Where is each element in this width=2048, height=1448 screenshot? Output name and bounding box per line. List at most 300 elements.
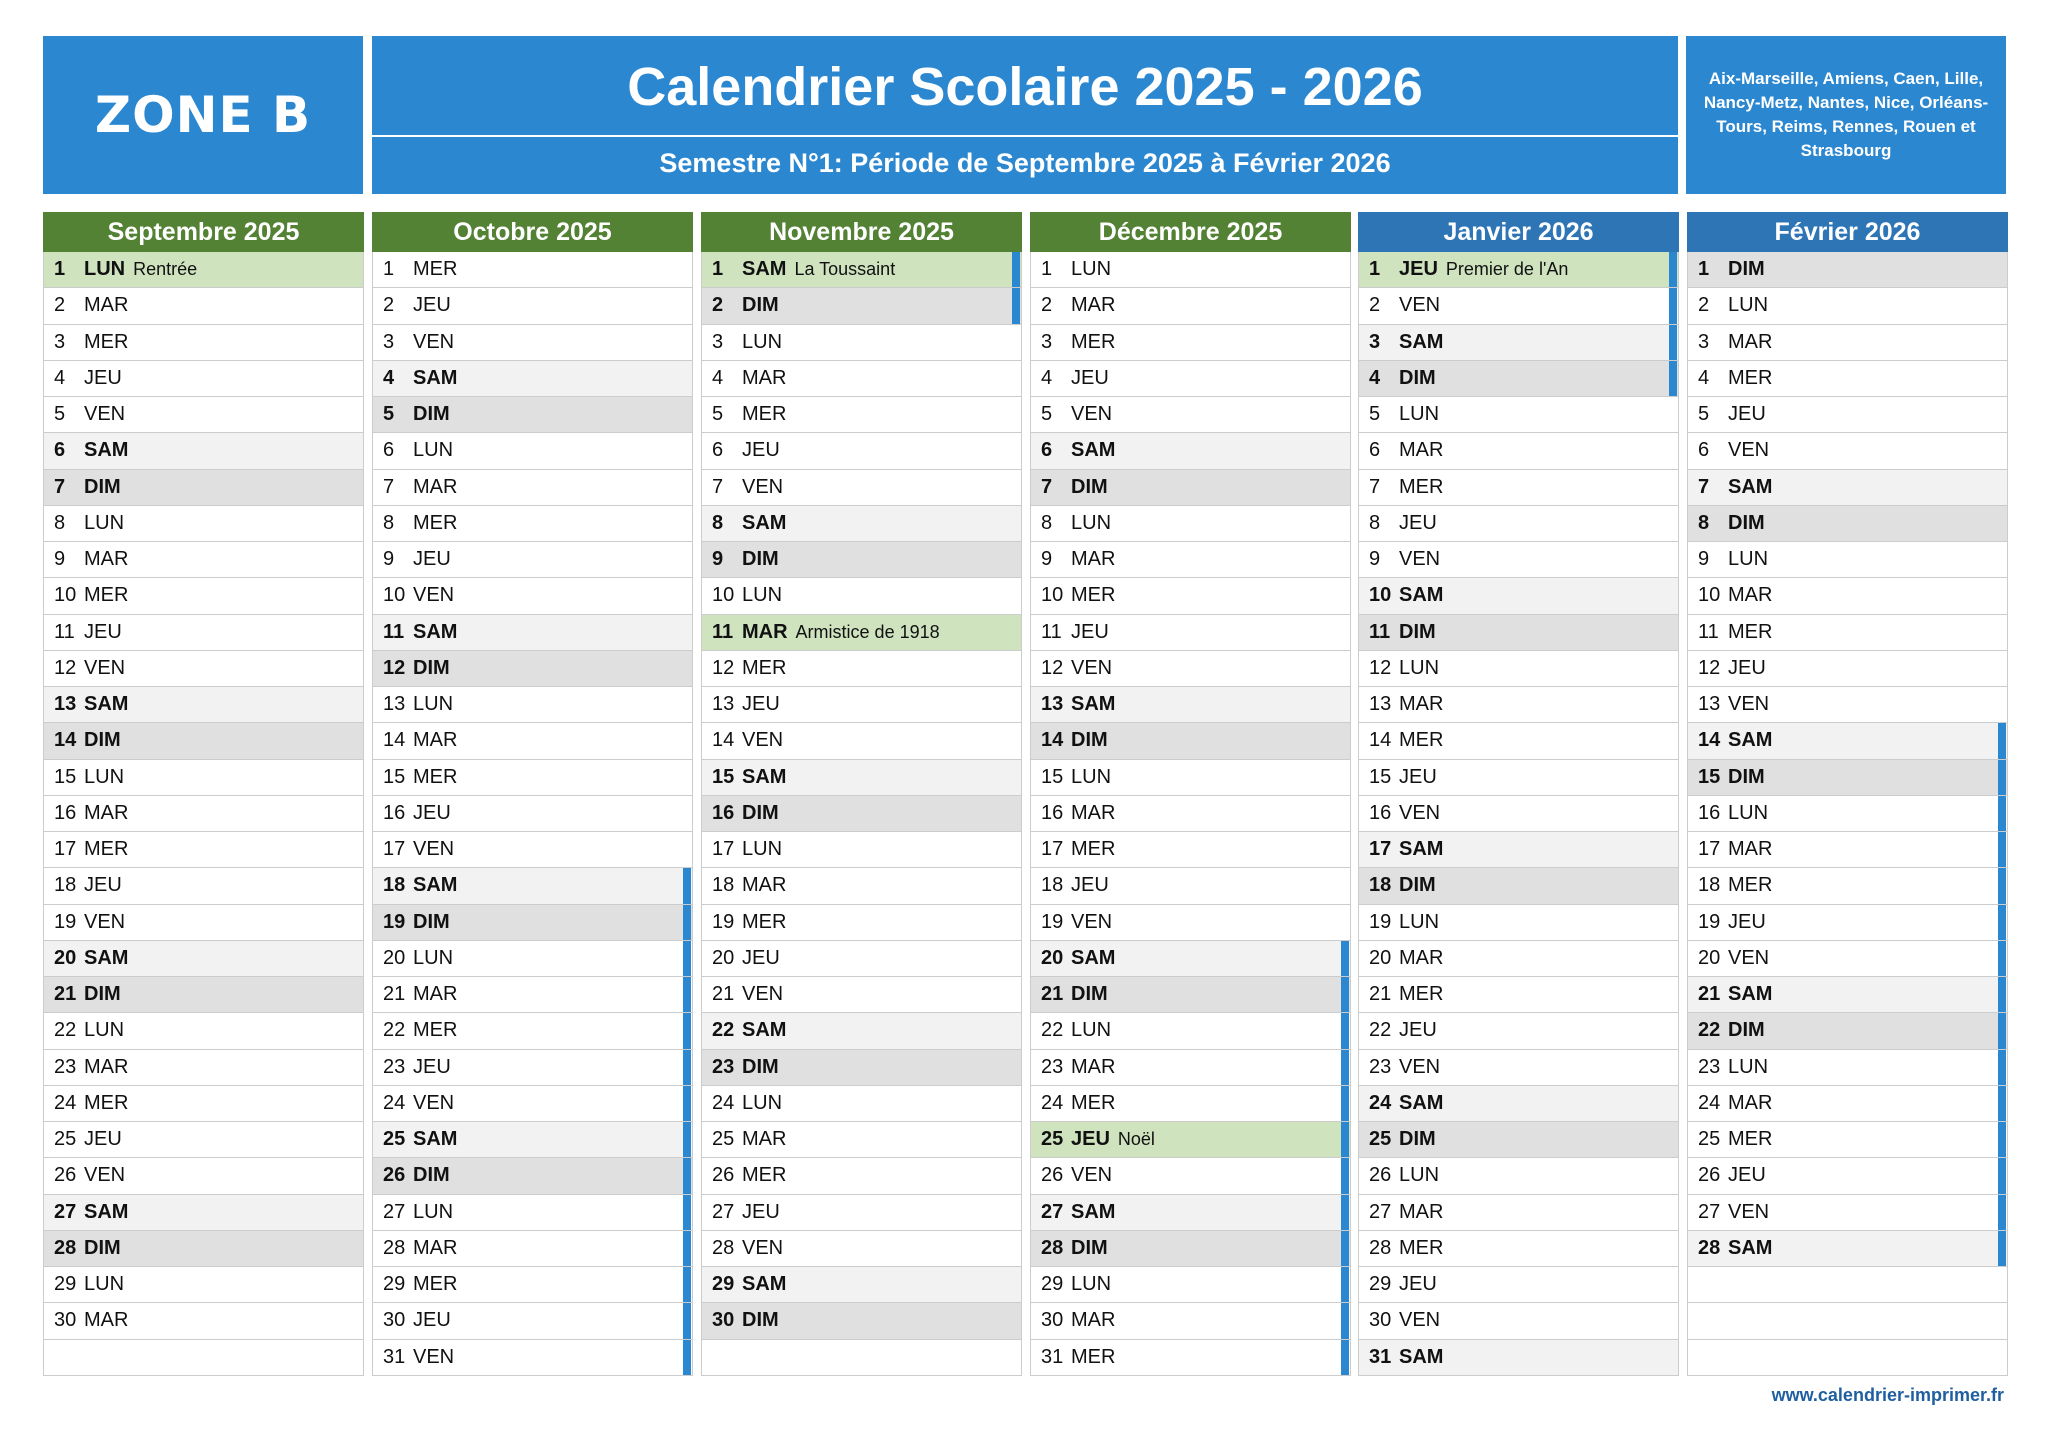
day-number: 15 <box>1041 765 1064 788</box>
weekday-label: MER <box>742 910 787 933</box>
day-row <box>701 687 1022 723</box>
day-number: 13 <box>383 693 406 716</box>
day-row <box>701 1195 1022 1231</box>
day-row <box>1030 1340 1351 1376</box>
month-header: Novembre 2025 <box>701 212 1022 252</box>
vacation-marker <box>1669 252 1677 287</box>
day-number: 22 <box>1041 1019 1064 1042</box>
day-row <box>43 1050 364 1086</box>
weekday-label: SAM <box>84 439 129 462</box>
weekday-label: VEN <box>413 1091 455 1114</box>
weekday-label: JEU <box>84 620 122 643</box>
day-number: 16 <box>712 801 735 824</box>
day-number: 21 <box>383 983 406 1006</box>
weekday-label: MAR <box>742 366 787 389</box>
day-number: 21 <box>712 983 735 1006</box>
weekday-label: JEU <box>84 874 122 897</box>
day-row <box>372 941 693 977</box>
day-number: 25 <box>54 1128 77 1151</box>
day-number: 19 <box>1041 910 1064 933</box>
weekday-label: JEU <box>413 1309 451 1332</box>
day-row <box>1030 288 1351 324</box>
weekday-label: MAR <box>1071 1309 1116 1332</box>
weekday-label: LUN <box>742 584 783 607</box>
day-row <box>1030 615 1351 651</box>
day-number: 24 <box>1698 1091 1721 1114</box>
weekday-label: SAM <box>742 765 787 788</box>
day-row <box>43 506 364 542</box>
weekday-label: DIM <box>1399 1128 1436 1151</box>
weekday-label: JEU <box>413 548 451 571</box>
day-row <box>1358 1231 1679 1267</box>
vacation-marker <box>1669 361 1677 396</box>
weekday-label: VEN <box>742 983 784 1006</box>
vacation-marker <box>683 1050 691 1085</box>
vacation-marker <box>1998 905 2006 940</box>
weekday-label: LUN <box>84 765 125 788</box>
weekday-label: MAR <box>1399 1200 1444 1223</box>
day-row <box>372 1267 693 1303</box>
day-number: 8 <box>1369 511 1381 534</box>
weekday-label: SAM <box>1728 983 1773 1006</box>
weekday-label: LUN <box>84 1273 125 1296</box>
weekday-label: SAM <box>1071 946 1116 969</box>
page-subtitle: Semestre N°1: Période de Septembre 2025 à Février 2026 <box>659 148 1391 178</box>
day-row <box>1030 723 1351 759</box>
day-number: 13 <box>1369 693 1392 716</box>
weekday-label: LUN <box>742 330 783 353</box>
day-number: 20 <box>54 946 77 969</box>
day-row <box>1687 288 2008 324</box>
day-row <box>701 868 1022 904</box>
day-row <box>372 397 693 433</box>
day-number: 1 <box>54 258 66 281</box>
day-row <box>43 252 364 288</box>
day-number: 22 <box>1369 1019 1392 1042</box>
weekday-label: MER <box>1071 1345 1116 1368</box>
weekday-label: DIM <box>413 403 450 426</box>
day-number: 24 <box>54 1091 77 1114</box>
day-row <box>1030 905 1351 941</box>
day-row <box>1358 796 1679 832</box>
day-number: 18 <box>712 874 735 897</box>
day-row <box>1358 868 1679 904</box>
weekday-label: DIM <box>742 801 779 824</box>
day-number: 31 <box>1041 1345 1064 1368</box>
day-number: 16 <box>383 801 406 824</box>
vacation-marker <box>1669 325 1677 360</box>
weekday-label: DIM <box>742 294 779 317</box>
day-row <box>1358 1195 1679 1231</box>
weekday-label: LUN <box>1728 1055 1769 1078</box>
day-number: 7 <box>1041 475 1053 498</box>
day-row <box>43 1195 364 1231</box>
day-number: 30 <box>1041 1309 1064 1332</box>
weekday-label: SAM <box>1399 1345 1444 1368</box>
day-row <box>372 977 693 1013</box>
day-row <box>1030 1303 1351 1339</box>
day-number: 13 <box>1698 693 1721 716</box>
day-row <box>1358 760 1679 796</box>
day-number: 26 <box>712 1164 735 1187</box>
month-column <box>43 212 364 1376</box>
day-number: 6 <box>1041 439 1053 462</box>
weekday-label: VEN <box>1071 656 1113 679</box>
day-number: 15 <box>712 765 735 788</box>
day-row <box>1687 1086 2008 1122</box>
weekday-label: MER <box>413 511 458 534</box>
day-number: 10 <box>1041 584 1064 607</box>
day-row <box>372 1158 693 1194</box>
day-number: 11 <box>54 620 75 643</box>
weekday-label: VEN <box>742 729 784 752</box>
weekday-label: VEN <box>742 1236 784 1259</box>
weekday-label: MAR <box>1071 294 1116 317</box>
day-number: 11 <box>1041 620 1062 643</box>
day-number: 1 <box>712 258 724 281</box>
day-row <box>701 832 1022 868</box>
day-number: 3 <box>54 330 66 353</box>
day-row <box>372 905 693 941</box>
day-row <box>1358 325 1679 361</box>
day-number: 27 <box>1698 1200 1721 1223</box>
weekday-label: LUN <box>1728 294 1769 317</box>
weekday-label: DIM <box>742 1055 779 1078</box>
weekday-label: MAR <box>1071 1055 1116 1078</box>
vacation-marker <box>1998 760 2006 795</box>
day-row <box>701 796 1022 832</box>
weekday-label: VEN <box>1071 910 1113 933</box>
day-number: 20 <box>1698 946 1721 969</box>
weekday-label: JEU <box>1399 765 1437 788</box>
day-row <box>43 288 364 324</box>
weekday-label: SAM <box>413 1128 458 1151</box>
day-row <box>701 325 1022 361</box>
day-row <box>1687 1122 2008 1158</box>
day-row <box>43 1303 364 1339</box>
day-number: 31 <box>383 1345 406 1368</box>
weekday-label: LUN <box>1728 548 1769 571</box>
weekday-label: DIM <box>84 475 121 498</box>
day-number: 12 <box>712 656 735 679</box>
day-number: 14 <box>54 729 77 752</box>
day-row <box>43 651 364 687</box>
day-number: 27 <box>383 1200 406 1223</box>
day-number: 20 <box>383 946 406 969</box>
day-row <box>1030 760 1351 796</box>
day-number: 28 <box>1369 1236 1392 1259</box>
day-number: 28 <box>383 1236 406 1259</box>
vacation-marker <box>683 1195 691 1230</box>
day-number: 17 <box>383 838 406 861</box>
day-number: 5 <box>383 403 395 426</box>
day-number: 28 <box>1041 1236 1064 1259</box>
weekday-label: MAR <box>1399 439 1444 462</box>
day-row <box>43 832 364 868</box>
day-number: 31 <box>1369 1345 1392 1368</box>
day-number: 15 <box>383 765 406 788</box>
weekday-label: SAM <box>742 511 787 534</box>
weekday-label: MAR <box>1399 693 1444 716</box>
weekday-label: DIM <box>1728 511 1765 534</box>
academies-list: Aix-Marseille, Amiens, Caen, Lille, Nancy-Metz, Nantes, Nice, Orléans-Tours, Reims, Rennes, Rouen et Strasbourg <box>1703 69 1989 160</box>
day-number: 9 <box>1369 548 1381 571</box>
weekday-label: DIM <box>1071 1236 1108 1259</box>
day-number: 25 <box>712 1128 735 1151</box>
day-number: 30 <box>1369 1309 1392 1332</box>
weekday-label: DIM <box>1399 366 1436 389</box>
weekday-label: DIM <box>1071 983 1108 1006</box>
weekday-label: VEN <box>84 656 126 679</box>
weekday-label: MAR <box>742 874 787 897</box>
day-row <box>701 941 1022 977</box>
day-number: 21 <box>54 983 77 1006</box>
weekday-label: MER <box>413 258 458 281</box>
weekday-label: LUN <box>1071 511 1112 534</box>
day-row <box>1358 578 1679 614</box>
day-number: 2 <box>383 294 395 317</box>
weekday-label: MER <box>413 1019 458 1042</box>
vacation-marker <box>1341 941 1349 976</box>
day-number: 5 <box>712 403 724 426</box>
day-number: 23 <box>1041 1055 1064 1078</box>
day-row <box>1358 1086 1679 1122</box>
day-row <box>701 1231 1022 1267</box>
day-number: 12 <box>1041 656 1064 679</box>
vacation-marker <box>683 1303 691 1338</box>
day-row <box>372 868 693 904</box>
day-row <box>701 578 1022 614</box>
footer-url[interactable]: www.calendrier-imprimer.fr <box>1771 1385 2004 1405</box>
weekday-label: DIM <box>742 548 779 571</box>
day-row <box>43 433 364 469</box>
weekday-label: DIM <box>1728 258 1765 281</box>
vacation-marker <box>1998 1231 2006 1266</box>
day-row <box>1030 1122 1351 1158</box>
vacation-marker <box>1341 1267 1349 1302</box>
day-row <box>372 832 693 868</box>
day-row <box>1687 977 2008 1013</box>
weekday-label: MER <box>1399 729 1444 752</box>
day-row <box>1030 687 1351 723</box>
weekday-label: DIM <box>413 656 450 679</box>
day-row <box>701 288 1022 324</box>
weekday-label: MAR <box>413 983 458 1006</box>
day-number: 19 <box>712 910 735 933</box>
vacation-marker <box>1341 1122 1349 1157</box>
day-number: 28 <box>712 1236 735 1259</box>
day-number: 17 <box>1369 838 1392 861</box>
weekday-label: LUN <box>1071 1019 1112 1042</box>
day-row <box>1687 361 2008 397</box>
day-number: 29 <box>54 1273 77 1296</box>
weekday-label: SAM <box>1399 584 1444 607</box>
day-row <box>43 723 364 759</box>
weekday-label: MER <box>84 1091 129 1114</box>
day-row <box>1030 252 1351 288</box>
weekday-label: SAM <box>1071 439 1116 462</box>
vacation-marker <box>1998 832 2006 867</box>
day-number: 4 <box>1698 366 1710 389</box>
weekday-label: SAM <box>742 1273 787 1296</box>
day-row <box>701 615 1022 651</box>
weekday-label: SAM <box>1728 1236 1773 1259</box>
vacation-marker <box>1669 288 1677 323</box>
day-row <box>1687 868 2008 904</box>
day-row <box>1358 1340 1679 1376</box>
weekday-label: MER <box>742 656 787 679</box>
weekday-label: JEU <box>1399 1019 1437 1042</box>
day-number: 19 <box>1369 910 1392 933</box>
weekday-label: JEU <box>1399 258 1438 281</box>
weekday-label: LUN <box>413 1200 454 1223</box>
weekday-label: SAM <box>742 258 787 281</box>
weekday-label: DIM <box>84 729 121 752</box>
weekday-label: MER <box>1071 1091 1116 1114</box>
vacation-marker <box>1998 723 2006 758</box>
weekday-label: JEU <box>413 801 451 824</box>
day-number: 21 <box>1369 983 1392 1006</box>
day-row <box>1358 397 1679 433</box>
day-row <box>372 1231 693 1267</box>
day-number: 3 <box>1369 330 1381 353</box>
weekday-label: VEN <box>413 330 455 353</box>
day-row <box>43 977 364 1013</box>
weekday-label: MAR <box>84 548 129 571</box>
day-number: 11 <box>1369 620 1391 643</box>
day-row <box>701 905 1022 941</box>
day-number: 2 <box>1369 294 1381 317</box>
day-number: 25 <box>1698 1128 1721 1151</box>
day-row <box>43 542 364 578</box>
weekday-label: DIM <box>413 1164 450 1187</box>
day-row <box>372 1086 693 1122</box>
day-number: 4 <box>54 366 66 389</box>
day-number: 11 <box>383 620 405 643</box>
day-number: 8 <box>712 511 724 534</box>
day-number: 12 <box>1698 656 1721 679</box>
weekday-label: LUN <box>1399 656 1440 679</box>
day-number: 10 <box>1369 584 1392 607</box>
day-row <box>372 615 693 651</box>
day-row <box>1687 760 2008 796</box>
day-number: 23 <box>712 1055 735 1078</box>
day-number: 29 <box>1369 1273 1392 1296</box>
day-row <box>43 687 364 723</box>
day-number: 15 <box>54 765 77 788</box>
weekday-label: VEN <box>1399 1055 1441 1078</box>
day-number: 1 <box>1698 258 1710 281</box>
day-row <box>1030 578 1351 614</box>
day-number: 9 <box>1698 548 1710 571</box>
zone-label <box>43 36 363 194</box>
weekday-label: MER <box>1399 983 1444 1006</box>
day-row <box>701 433 1022 469</box>
day-number: 22 <box>1698 1019 1721 1042</box>
day-number: 15 <box>1698 765 1721 788</box>
day-row <box>701 542 1022 578</box>
weekday-label: MER <box>742 403 787 426</box>
day-number: 14 <box>712 729 735 752</box>
day-row <box>1030 1158 1351 1194</box>
day-number: 6 <box>383 439 395 462</box>
day-number: 12 <box>1369 656 1392 679</box>
day-row <box>372 506 693 542</box>
weekday-label: VEN <box>1399 801 1441 824</box>
day-number: 24 <box>383 1091 406 1114</box>
day-row <box>372 542 693 578</box>
weekday-label: LUN <box>1071 765 1112 788</box>
weekday-label: JEU <box>413 294 451 317</box>
day-number: 27 <box>1041 1200 1064 1223</box>
day-row <box>1358 1122 1679 1158</box>
day-number: 11 <box>712 620 734 643</box>
day-number: 5 <box>1369 403 1381 426</box>
weekday-label: JEU <box>1728 1164 1766 1187</box>
vacation-marker <box>1341 1086 1349 1121</box>
vacation-marker <box>683 868 691 903</box>
day-row <box>1687 615 2008 651</box>
day-row <box>1030 1050 1351 1086</box>
weekday-label: MAR <box>1071 801 1116 824</box>
day-number: 4 <box>712 366 724 389</box>
day-row <box>372 325 693 361</box>
weekday-label: SAM <box>84 693 129 716</box>
day-number: 3 <box>383 330 395 353</box>
zone-text: ZONE B <box>94 86 312 144</box>
day-number: 29 <box>1041 1273 1064 1296</box>
weekday-label: LUN <box>413 439 454 462</box>
weekday-label: VEN <box>413 1345 455 1368</box>
day-row <box>1358 651 1679 687</box>
day-row <box>1358 542 1679 578</box>
day-number: 6 <box>712 439 724 462</box>
weekday-label: VEN <box>84 403 126 426</box>
day-number: 24 <box>1041 1091 1064 1114</box>
day-number: 29 <box>712 1273 735 1296</box>
day-number: 27 <box>54 1200 77 1223</box>
title-divider <box>372 135 1678 137</box>
day-number: 20 <box>1041 946 1064 969</box>
weekday-label: VEN <box>1728 693 1770 716</box>
day-row <box>1687 542 2008 578</box>
weekday-label: JEU <box>1399 511 1437 534</box>
day-row <box>701 977 1022 1013</box>
weekday-label: SAM <box>1728 475 1773 498</box>
weekday-label: MAR <box>1728 838 1773 861</box>
day-number: 17 <box>1041 838 1064 861</box>
weekday-label: JEU <box>1071 1128 1110 1151</box>
weekday-label: MAR <box>413 1236 458 1259</box>
vacation-marker <box>1341 1050 1349 1085</box>
day-number: 4 <box>1041 366 1053 389</box>
day-number: 6 <box>1698 439 1710 462</box>
vacation-marker <box>1341 1195 1349 1230</box>
day-row <box>43 760 364 796</box>
month-column <box>701 212 1022 1376</box>
day-number: 22 <box>383 1019 406 1042</box>
day-row <box>43 905 364 941</box>
day-row <box>43 1267 364 1303</box>
day-number: 13 <box>712 693 735 716</box>
day-row <box>1358 723 1679 759</box>
day-row <box>1030 868 1351 904</box>
weekday-label: MAR <box>84 294 129 317</box>
weekday-label: JEU <box>1071 620 1109 643</box>
day-number: 21 <box>1698 983 1721 1006</box>
day-row <box>701 1303 1022 1339</box>
day-number: 7 <box>712 475 724 498</box>
